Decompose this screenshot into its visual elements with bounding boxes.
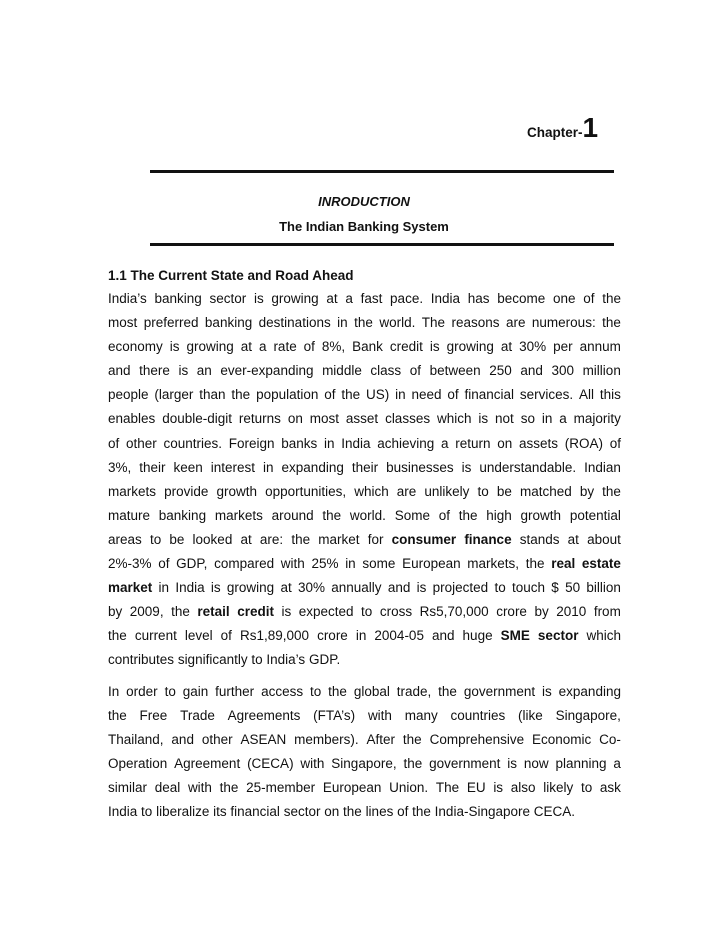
text-line: 3%, their keen interest in expanding their businesses is understandable. Indian bbox=[108, 459, 621, 475]
bottom-divider bbox=[150, 243, 614, 246]
text-line: and there is an ever-expanding middle class of between 250 and 300 million bbox=[108, 363, 621, 379]
section-heading: 1.1 The Current State and Road Ahead bbox=[108, 268, 354, 283]
text-line: similar deal with the 25-member European Union. The EU is also likely to ask bbox=[108, 780, 621, 796]
text-line: India to liberalize its financial sector on the lines of the India-Singapore CECA. bbox=[108, 804, 576, 820]
text-line: most preferred banking destinations in the world. The reasons are numerous: the bbox=[108, 315, 621, 331]
chapter-number: 1 bbox=[582, 112, 599, 143]
chapter-subtitle: The Indian Banking System bbox=[279, 219, 449, 234]
text-line: of other countries. Foreign banks in India achieving a return on assets (ROA) of bbox=[108, 435, 621, 451]
text-line: by 2009, the retail credit is expected to cross Rs5,70,000 crore by 2010 from bbox=[108, 604, 621, 620]
introduction-label: INRODUCTION bbox=[318, 194, 410, 209]
paragraph-2 bbox=[108, 680, 621, 825]
text-line: people (larger than the population of the US) in need of financial services. All this bbox=[108, 387, 621, 403]
text-line: the Free Trade Agreements (FTA’s) with many countries (like Singapore, bbox=[108, 708, 621, 724]
text-line: contributes significantly to India’s GDP. bbox=[108, 652, 341, 668]
text-line: enables double-digit returns on most asset classes which is not so in a majority bbox=[108, 411, 621, 427]
text-line: market in India is growing at 30% annually and is projected to touch $ 50 billion bbox=[108, 580, 621, 596]
text-line: areas to be looked at are: the market for consumer finance stands at about bbox=[108, 531, 621, 547]
text-line: Thailand, and other ASEAN members). After the Comprehensive Economic Co- bbox=[108, 732, 621, 748]
paragraph-1 bbox=[108, 287, 621, 673]
top-divider bbox=[150, 170, 614, 173]
text-line: economy is growing at a rate of 8%, Bank credit is growing at 30% per annum bbox=[108, 339, 621, 355]
text-line: 2%-3% of GDP, compared with 25% in some European markets, the real estate bbox=[108, 556, 621, 572]
chapter-label: Chapter- bbox=[527, 125, 583, 140]
text-line: the current level of Rs1,89,000 crore in 2004-05 and huge SME sector which bbox=[108, 628, 621, 644]
chapter-heading bbox=[527, 114, 598, 142]
text-line: Operation Agreement (CECA) with Singapore, the government is now planning a bbox=[108, 756, 621, 772]
text-line: In order to gain further access to the global trade, the government is expanding bbox=[108, 684, 621, 699]
text-line: mature banking markets around the world. Some of the high growth potential bbox=[108, 507, 621, 523]
text-line: India’s banking sector is growing at a fast pace. India has become one of the bbox=[108, 291, 621, 306]
text-line: markets provide growth opportunities, which are unlikely to be matched by the bbox=[108, 483, 621, 499]
